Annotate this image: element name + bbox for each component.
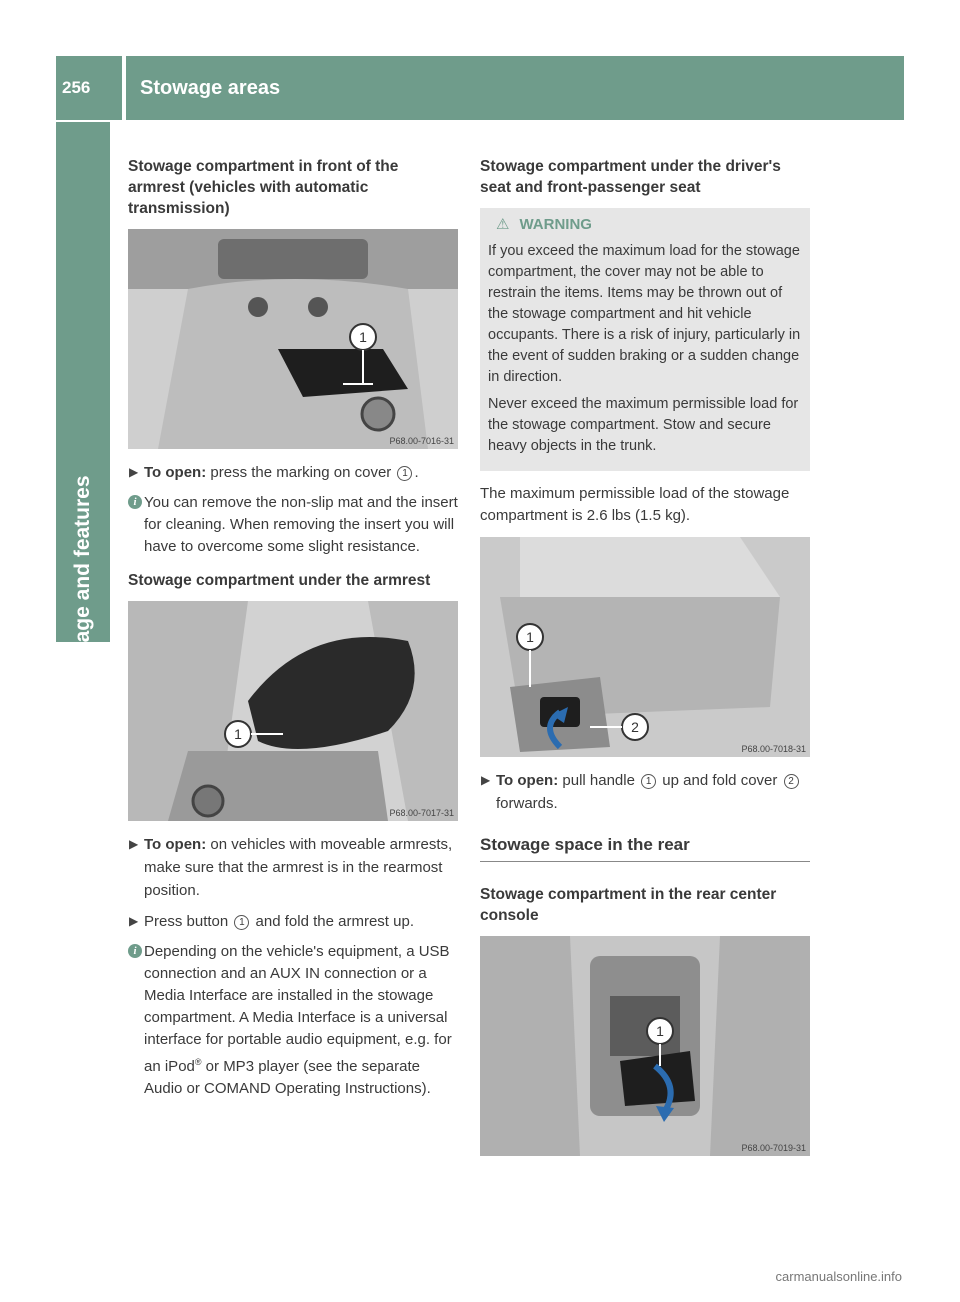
instruction-step: ▶ To open: pull handle 1 up and fold cover 2 forwards.: [480, 769, 810, 815]
image-reference: P68.00-7019-31: [741, 1143, 806, 1153]
warning-box: [480, 208, 810, 471]
step-arrow-icon: ▶: [129, 837, 139, 851]
svg-text:1: 1: [656, 1023, 664, 1039]
section-heading-rear-console: Stowage compartment in the rear center console: [480, 886, 777, 924]
callout-1-icon: 1: [397, 466, 412, 481]
step-arrow-icon: ▶: [129, 914, 139, 928]
photo-rear-console: [480, 936, 810, 1156]
instruction-step: ▶ To open: on vehicles with moveable armrests, make sure that the armrest is in the rearmost position.: [128, 833, 458, 902]
info-note: i Depending on the vehicle's equipment, a USB connection and an AUX IN connection or a Media Interface are installed in the stowage compartment. A Media Interface is a universal interface for portable audio equipment, e.g. for an iPod® or MP3 player (see the separate Audio or COMAND Operating Instructions).: [128, 941, 458, 1100]
right-column: [480, 156, 810, 1168]
side-tab: [56, 122, 110, 693]
svg-text:1: 1: [234, 726, 242, 742]
svg-text:2: 2: [631, 719, 639, 735]
info-icon: i: [128, 495, 142, 509]
section-heading-under-seat: Stowage compartment under the driver's seat and front-passenger seat: [480, 158, 781, 196]
section-heading-under-armrest: Stowage compartment under the armrest: [128, 572, 431, 589]
warning-label: WARNING: [519, 216, 592, 233]
info-note: i You can remove the non-slip mat and the insert for cleaning. When removing the insert you will have to overcome some slight resistance.: [128, 492, 458, 558]
section-title-rear: Stowage space in the rear: [480, 835, 810, 862]
svg-text:1: 1: [526, 629, 534, 645]
left-column: [128, 156, 458, 1112]
callout-1-icon: 1: [234, 915, 249, 930]
photo-front-armrest: [128, 229, 458, 449]
page-number: 256: [56, 56, 122, 120]
load-text: The maximum permissible load of the stowage compartment is 2.6 lbs (1.5 kg).: [480, 485, 790, 524]
step-arrow-icon: ▶: [129, 465, 139, 479]
info-icon: i: [128, 944, 142, 958]
page-title: Stowage areas: [126, 56, 904, 120]
instruction-step: ▶ To open: press the marking on cover 1 .: [128, 461, 458, 484]
photo-under-armrest: [128, 601, 458, 821]
callout-1-icon: 1: [641, 774, 656, 789]
side-tab-label: Stowage and features: [71, 475, 94, 693]
callout-2-icon: 2: [784, 774, 799, 789]
image-reference: P68.00-7018-31: [741, 744, 806, 754]
warning-text: Never exceed the maximum permissible load for the stowage compartment. Stow and secure heavy objects in the trunk.: [488, 396, 799, 454]
warning-text: If you exceed the maximum load for the stowage compartment, the cover may not be able to restrain the items. Items may be thrown out of the stowage compartment and hit vehicle occupants. There is a risk of injury, particularly in the event of sudden braking or a sudden change in direction.: [488, 243, 801, 385]
footer-watermark: carmanualsonline.info: [775, 1269, 902, 1284]
warning-triangle-icon: ⚠: [496, 216, 510, 233]
image-reference: P68.00-7016-31: [389, 436, 454, 446]
image-reference: P68.00-7017-31: [389, 808, 454, 818]
section-heading-front-armrest: Stowage compartment in front of the armrest (vehicles with automatic transmission): [128, 158, 399, 217]
step-arrow-icon: ▶: [481, 773, 491, 787]
photo-under-seat: [480, 537, 810, 757]
instruction-step: ▶ Press button 1 and fold the armrest up.: [128, 910, 458, 933]
svg-text:1: 1: [359, 329, 367, 345]
